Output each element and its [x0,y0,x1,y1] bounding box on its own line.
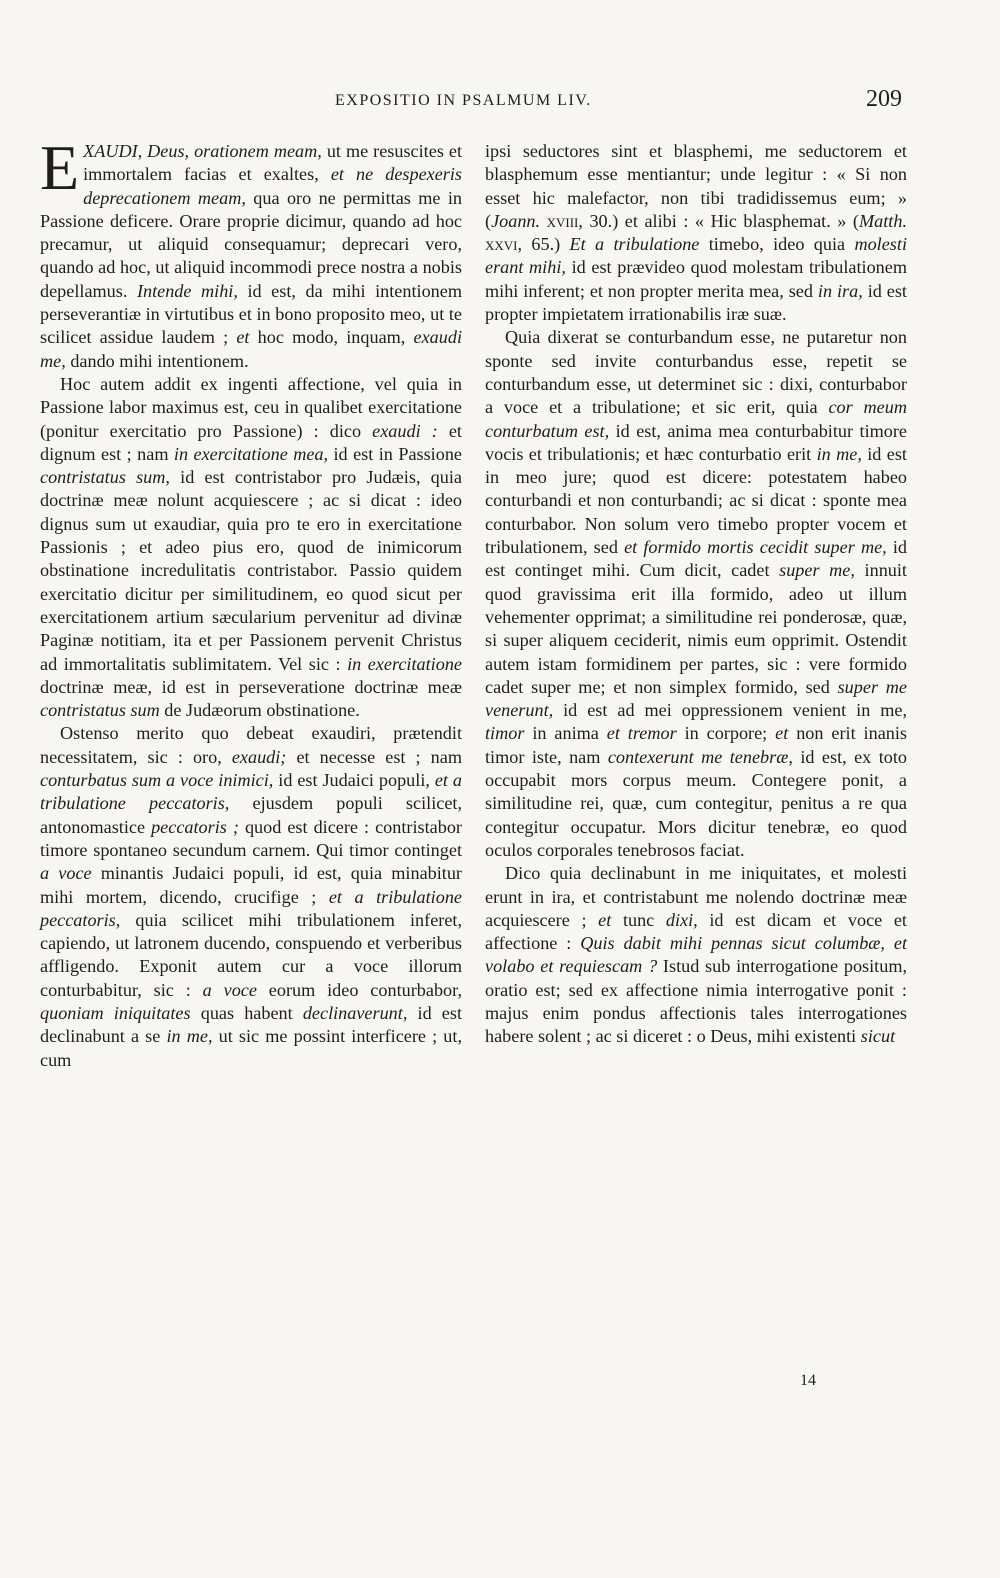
running-title: EXPOSITIO IN PSALMUM LIV. [335,92,592,109]
page-number: 209 [866,86,902,112]
paragraph: Quia dixerat se conturbandum esse, ne putaretur non sponte sed invite conturbandus esse, repetit se conturbandum esse, ut determinet sic : dixi, conturbabor a voce et a tribulatione; et sic erit, quia cor meum conturbatum est, id est, anima mea conturbabitur timore vocis et tribulationis; et hæc conturbatio erit in me, id est in meo jure; quod est dicere: potestatem habeo conturbandi et non conturbandi; ac si dicat : sponte mea conturbabor. Non solum vero timebo propter vocem et tribulationem, sed et formido mortis cecidit super me, id est continget mihi. Cum dicit, cadet super me, innuit quod gravissima erit illa formido, adeo ut illum vehementer opprimat; a similitudine rei ponderosæ, quæ, si super aliquem ceciderit, nimis eum opprimit. Ostendit autem istam formidinem per partes, sic : vere formido cadet super me; et non simplex formido, sed super me venerunt, id est ad mei oppressionem venient in me, timor in anima et tremor in corpore; et non erit inanis timor iste, nam contexerunt me tenebræ, id est, ex toto occupabit mors corpus meum. Contegere ponit, a similitudine rei, quæ, cum contegitur, penitus a re qua contegitur occupatur. Mors dicitur tenebræ, eo quod oculos corporales tenebrosos faciat. [485,327,908,860]
right-column [485,140,907,1049]
signature-mark: 14 [800,1372,816,1389]
paragraph: Hoc autem addit ex ingenti affectione, vel quia in Passione labor maximus est, ceu in qualibet exercitatione (ponitur exercitatio pro Passione) : dico exaudi : et dignum est ; nam in exercitatione mea, id est in Passione contristatus sum, id est contristabor pro Judæis, quia doctrinæ meæ nolunt acquiescere ; ac si dicat : ideo dignus sum ut exaudiar, quia pro te ero in exercitatione Passionis ; et adeo pius ero, quod de inimicorum obstinatione incredulitatis contristabor. Passio quidem exercitatio dicitur per similitudinem, eo quod sicut per exercitationem artium sæcularium pervenitur ad divinæ Paginæ notitiam, ita et per Passionem pervenit Christus ad immortalitatis sublimitatem. Vel sic : in exercitatione doctrinæ meæ, id est in perseveratione doctrinæ meæ contristatus sum de Judæorum obstinatione. [40,373,462,721]
paragraph: ipsi seductores sint et blasphemi, me seductorem et blasphemum esse mentiantur; unde legitur : « Si non esset hic malefactor, non tibi tradidissemus eum; » (Joann. xviii, 30.) et alibi : « Hic blasphemat. » (Matth. xxvi, 65.) Et a tribulatione timebo, ideo quia molesti erant mihi, id est prævideo quod molestam tribulationem mihi inferent; et non propter merita mea, sed in ira, id est propter impietatem irrationabilis iræ suæ. [485,141,907,325]
paragraph: EXAUDI, Deus, orationem meam, ut me resuscites et immortalem facias et exaltes, et ne despexeris deprecationem meam, qua oro ne permittas me in Passione deficere. Orare proprie dicimur, quando ad hoc precamur, ut aliquid consequamur; deprecari vero, quando ad hoc, ut aliquid incommodi prece nostra a nobis depellamus. Intende mihi, id est, da mihi intentionem perseverantiæ in virtutibus et in bono proposito meo, ut te scilicet assidue laudem ; et hoc modo, inquam, exaudi me, dando mihi intentionem. [40,132,463,371]
paragraph: Ostenso merito quo debeat exaudiri, prætendit necessitatem, sic : oro, exaudi; et necesse est ; nam conturbatus sum a voce inimici, id est Judaici populi, et a tribulatione peccatoris, ejusdem populi scilicet, antonomastice peccatoris ; quod est dicere : contristabor timore spontaneo secundum carnem. Qui timor continget a voce minantis Judaici populi, id est, quia minabitur mihi mortem, dicendo, crucifige ; et a tribulatione peccatoris, quia scilicet mihi tribulationem inferet, capiendo, ut latronem ducendo, conspuendo et verberibus affligendo. Exponit autem cur a voce illorum conturbabitur, sic : a voce eorum ideo conturbabor, quoniam iniquitates quas habent declinaverunt, id est declinabunt a se in me, ut sic me possint interficere ; ut, cum [40,723,463,1070]
left-column [40,132,463,1072]
paragraph: Dico quia declinabunt in me iniquitates, et molesti erunt in ira, et contristabunt me nolendo doctrinæ meæ acquiescere ; et tunc dixi, id est dicam et voce et affectione : Quis dabit mihi pennas sicut columbæ, et volabo et requiescam ? Istud sub interrogatione positum, oratio est; sed ex affectione nimia interrogative ponit : majus enim pondus affectionis tales interrogationes habere solent ; ac si diceret : o Deus, mihi existenti sicut [485,863,908,1047]
page-header [40,88,900,124]
drop-cap: E [40,132,80,203]
